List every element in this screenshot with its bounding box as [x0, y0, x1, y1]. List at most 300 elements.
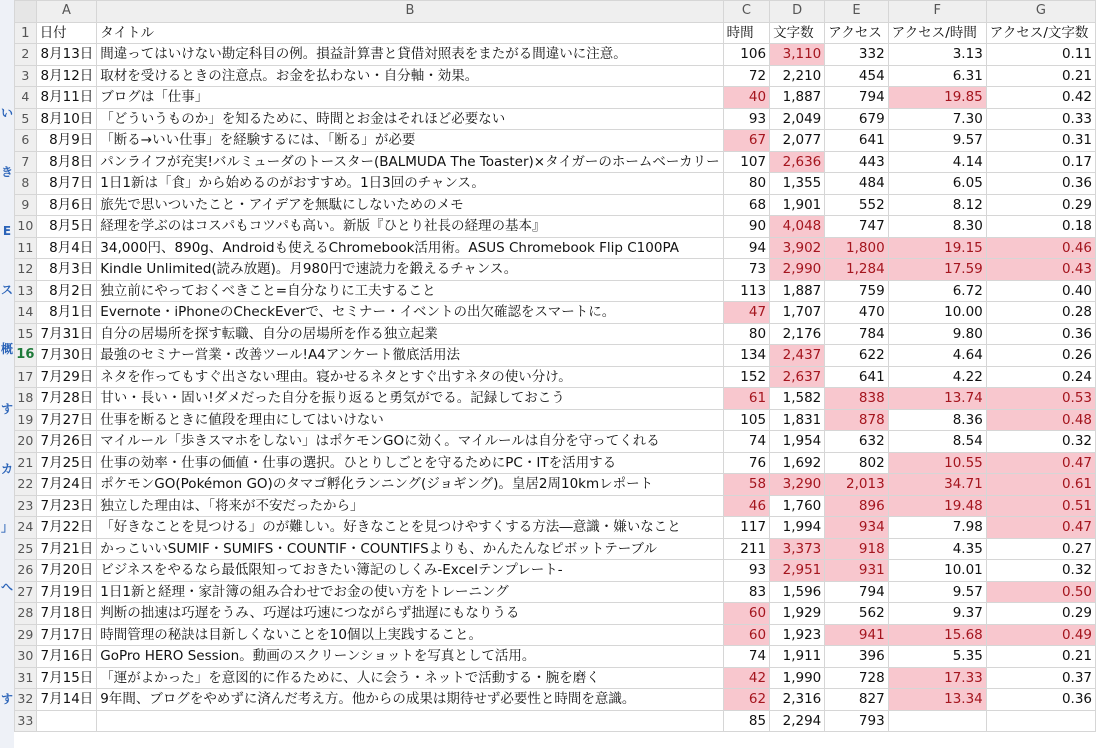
cell-c[interactable]: 80 [723, 173, 769, 195]
cell-b[interactable]: 「断る→いい仕事」を経験するには、「断る」が必要 [97, 130, 723, 152]
cell-g[interactable]: 0.18 [986, 216, 1095, 238]
cell-e[interactable]: 679 [825, 108, 888, 130]
cell-e[interactable]: 454 [825, 65, 888, 87]
cell-g[interactable]: 0.40 [986, 280, 1095, 302]
cell-d[interactable]: 2,049 [770, 108, 825, 130]
cell-d[interactable]: 2,316 [770, 689, 825, 711]
row-number[interactable]: 21 [15, 452, 37, 474]
cell-a[interactable]: 7月19日 [36, 581, 97, 603]
table-row [15, 323, 1096, 345]
cell-e[interactable]: 878 [825, 409, 888, 431]
cell-a[interactable]: 日付 [36, 22, 97, 44]
cell-c[interactable]: 60 [723, 603, 769, 625]
cell-f[interactable]: 6.05 [888, 173, 986, 195]
cell-d[interactable]: 1,954 [770, 431, 825, 453]
cell-e[interactable]: 396 [825, 646, 888, 668]
cell-g[interactable]: 0.29 [986, 603, 1095, 625]
cell-g[interactable]: 0.28 [986, 302, 1095, 324]
cell-e[interactable]: 827 [825, 689, 888, 711]
row-number[interactable]: 11 [15, 237, 37, 259]
cell-a[interactable]: 7月30日 [36, 345, 97, 367]
cell-b[interactable]: ネタを作ってもすぐ出さない理由。寝かせるネタとすぐ出すネタの使い分け。 [97, 366, 723, 388]
cell-a[interactable] [36, 710, 97, 732]
cell-b[interactable]: 旅先で思いついたこと・アイデアを無駄にしないためのメモ [97, 194, 723, 216]
cell-b[interactable]: Evernote・iPhoneのCheckEverで、セミナー・イベントの出欠確認をスマートに。 [97, 302, 723, 324]
cell-a[interactable]: 7月31日 [36, 323, 97, 345]
cell-b[interactable]: 独立した理由は、「将来が不安だったから」 [97, 495, 723, 517]
row-number[interactable]: 13 [15, 280, 37, 302]
cell-g[interactable]: 0.50 [986, 581, 1095, 603]
cell-b[interactable]: 判断の拙速は巧遅をうみ、巧遅は巧速につながらず拙遅にもなりうる [97, 603, 723, 625]
cell-g[interactable]: 0.49 [986, 624, 1095, 646]
cell-a[interactable]: 7月17日 [36, 624, 97, 646]
cell-b[interactable]: 経理を学ぶのはコスパもコツパも高い。新版『ひとり社長の経理の基本』 [97, 216, 723, 238]
cell-g[interactable]: 0.43 [986, 259, 1095, 281]
row-number[interactable]: 14 [15, 302, 37, 324]
cell-b[interactable]: 取材を受けるときの注意点。お金を払わない・自分軸・効果。 [97, 65, 723, 87]
cell-a[interactable]: 7月21日 [36, 538, 97, 560]
cell-f[interactable]: 10.01 [888, 560, 986, 582]
cell-c[interactable]: 152 [723, 366, 769, 388]
cell-d[interactable]: 1,901 [770, 194, 825, 216]
spreadsheet-grid[interactable] [14, 0, 1096, 732]
cell-f[interactable]: 4.64 [888, 345, 986, 367]
cell-d[interactable]: 1,707 [770, 302, 825, 324]
cell-c[interactable]: 106 [723, 44, 769, 66]
cell-c[interactable]: 42 [723, 667, 769, 689]
cell-f[interactable]: 13.34 [888, 689, 986, 711]
cell-c[interactable]: 107 [723, 151, 769, 173]
cell-e[interactable]: 552 [825, 194, 888, 216]
cell-c[interactable]: 76 [723, 452, 769, 474]
cell-e[interactable]: 759 [825, 280, 888, 302]
cell-c[interactable]: 62 [723, 689, 769, 711]
cell-d[interactable]: 3,290 [770, 474, 825, 496]
cell-c[interactable]: 47 [723, 302, 769, 324]
table-row [15, 495, 1096, 517]
cell-e[interactable]: 794 [825, 581, 888, 603]
side-glyph: き [0, 165, 13, 179]
cell-e[interactable]: 2,013 [825, 474, 888, 496]
cell-e[interactable]: 941 [825, 624, 888, 646]
cell-a[interactable]: 7月26日 [36, 431, 97, 453]
cell-g[interactable]: 0.36 [986, 689, 1095, 711]
cell-a[interactable]: 8月10日 [36, 108, 97, 130]
side-glyph: E [2, 224, 12, 238]
cell-c[interactable]: 73 [723, 259, 769, 281]
cell-a[interactable]: 7月28日 [36, 388, 97, 410]
cell-f[interactable]: 7.30 [888, 108, 986, 130]
cell-f[interactable]: 4.35 [888, 538, 986, 560]
cell-f[interactable]: 3.13 [888, 44, 986, 66]
cell-a[interactable]: 8月6日 [36, 194, 97, 216]
cell-a[interactable]: 8月8日 [36, 151, 97, 173]
cell-e[interactable]: 793 [825, 710, 888, 732]
cell-g[interactable]: 0.47 [986, 517, 1095, 539]
cell-f[interactable]: 4.14 [888, 151, 986, 173]
cell-b[interactable]: 1日1新と経理・家計簿の組み合わせでお金の使い方をトレーニング [97, 581, 723, 603]
cell-d[interactable]: 1,582 [770, 388, 825, 410]
cell-b[interactable]: 9年間、ブログをやめずに済んだ考え方。他からの成果は期待せず必要性と時間を意識。 [97, 689, 723, 711]
cell-g[interactable]: 0.17 [986, 151, 1095, 173]
cell-f[interactable]: 6.31 [888, 65, 986, 87]
cell-d[interactable]: 1,990 [770, 667, 825, 689]
cell-b[interactable]: 時間管理の秘訣は目新しくないことを10個以上実践すること。 [97, 624, 723, 646]
cell-a[interactable]: 8月9日 [36, 130, 97, 152]
row-number[interactable]: 26 [15, 560, 37, 582]
cell-f[interactable]: 8.12 [888, 194, 986, 216]
cell-e[interactable]: 838 [825, 388, 888, 410]
cell-c[interactable]: 211 [723, 538, 769, 560]
cell-a[interactable]: 7月16日 [36, 646, 97, 668]
cell-f[interactable]: 8.54 [888, 431, 986, 453]
cell-g[interactable]: 0.24 [986, 366, 1095, 388]
cell-a[interactable]: 7月22日 [36, 517, 97, 539]
cell-a[interactable]: 7月23日 [36, 495, 97, 517]
cell-a[interactable]: 7月15日 [36, 667, 97, 689]
table-row [15, 646, 1096, 668]
cell-c[interactable]: 105 [723, 409, 769, 431]
column-header-b[interactable]: B [97, 1, 723, 23]
cell-b[interactable]: 自分の居場所を探す転職、自分の居場所を作る独立起業 [97, 323, 723, 345]
cell-d[interactable]: 1,355 [770, 173, 825, 195]
cell-f[interactable]: アクセス/時間 [888, 22, 986, 44]
cell-d[interactable]: 1,929 [770, 603, 825, 625]
cell-d[interactable]: 2,951 [770, 560, 825, 582]
column-header-f[interactable]: F [888, 1, 986, 23]
row-number[interactable]: 19 [15, 409, 37, 431]
cell-d[interactable]: 2,636 [770, 151, 825, 173]
cell-b[interactable]: 甘い・長い・固い!ダメだった自分を振り返ると勇気がでる。記録しておこう [97, 388, 723, 410]
table-row [15, 388, 1096, 410]
side-glyph: 」 [0, 520, 13, 534]
cell-a[interactable]: 8月1日 [36, 302, 97, 324]
cell-e[interactable]: 918 [825, 538, 888, 560]
cell-b[interactable]: かっこいいSUMIF・SUMIFS・COUNTIF・COUNTIFSよりも、かんたんなピボットテーブル [97, 538, 723, 560]
cell-b[interactable]: 34,000円、890g、Androidも使えるChromebook活用術。ASUS Chromebook Flip C100PA [97, 237, 723, 259]
cell-g[interactable]: 0.51 [986, 495, 1095, 517]
table-row [15, 44, 1096, 66]
cell-c[interactable]: 117 [723, 517, 769, 539]
row-number[interactable]: 20 [15, 431, 37, 453]
cell-b[interactable]: 最強のセミナー営業・改善ツール!A4アンケート徹底活用法 [97, 345, 723, 367]
cell-f[interactable]: 9.57 [888, 581, 986, 603]
cell-d[interactable]: 3,902 [770, 237, 825, 259]
cell-e[interactable]: 641 [825, 130, 888, 152]
cell-b[interactable]: タイトル [97, 22, 723, 44]
cell-d[interactable]: 3,373 [770, 538, 825, 560]
cell-e[interactable]: 1,284 [825, 259, 888, 281]
cell-g[interactable]: 0.42 [986, 87, 1095, 109]
cell-g[interactable]: 0.32 [986, 431, 1095, 453]
cell-g[interactable]: 0.36 [986, 323, 1095, 345]
cell-a[interactable]: 7月27日 [36, 409, 97, 431]
row-number[interactable]: 6 [15, 130, 37, 152]
cell-e[interactable]: 896 [825, 495, 888, 517]
cell-f[interactable]: 10.00 [888, 302, 986, 324]
cell-b[interactable]: 独立前にやっておくべきこと=自分なりに工夫すること [97, 280, 723, 302]
cell-d[interactable]: 1,911 [770, 646, 825, 668]
cell-g[interactable]: 0.27 [986, 538, 1095, 560]
cell-a[interactable]: 8月7日 [36, 173, 97, 195]
cell-e[interactable]: 728 [825, 667, 888, 689]
cell-b[interactable]: GoPro HERO Session。動画のスクリーンショットを写真として活用。 [97, 646, 723, 668]
cell-f[interactable]: 7.98 [888, 517, 986, 539]
cell-d[interactable]: 文字数 [770, 22, 825, 44]
cell-a[interactable]: 8月3日 [36, 259, 97, 281]
cell-e[interactable]: 332 [825, 44, 888, 66]
cell-e[interactable]: 1,800 [825, 237, 888, 259]
cell-f[interactable]: 4.22 [888, 366, 986, 388]
table-row [15, 517, 1096, 539]
row-number[interactable]: 18 [15, 388, 37, 410]
cell-a[interactable]: 8月5日 [36, 216, 97, 238]
cell-g[interactable]: 0.32 [986, 560, 1095, 582]
table-row [15, 603, 1096, 625]
cell-c[interactable]: 72 [723, 65, 769, 87]
cell-g[interactable] [986, 710, 1095, 732]
select-all-corner[interactable] [15, 1, 37, 23]
row-number[interactable]: 23 [15, 495, 37, 517]
row-number[interactable]: 2 [15, 44, 37, 66]
row-number[interactable]: 29 [15, 624, 37, 646]
cell-c[interactable]: 時間 [723, 22, 769, 44]
side-glyph: 概 [0, 342, 13, 356]
cell-f[interactable]: 19.48 [888, 495, 986, 517]
row-number[interactable]: 27 [15, 581, 37, 603]
table-row [15, 366, 1096, 388]
cell-f[interactable]: 8.36 [888, 409, 986, 431]
cell-d[interactable]: 1,831 [770, 409, 825, 431]
column-header-c[interactable]: C [723, 1, 769, 23]
row-number[interactable]: 31 [15, 667, 37, 689]
cell-d[interactable]: 1,596 [770, 581, 825, 603]
table-row [15, 151, 1096, 173]
cell-f[interactable]: 13.74 [888, 388, 986, 410]
table-row [15, 667, 1096, 689]
cell-g[interactable]: アクセス/文字数 [986, 22, 1095, 44]
cell-b[interactable]: 間違ってはいけない勘定科目の例。損益計算書と貸借対照表をまたがる間違いに注意。 [97, 44, 723, 66]
cell-c[interactable]: 68 [723, 194, 769, 216]
cell-b[interactable] [97, 710, 723, 732]
cell-c[interactable]: 67 [723, 130, 769, 152]
cell-e[interactable]: 470 [825, 302, 888, 324]
cell-d[interactable]: 1,887 [770, 280, 825, 302]
cell-c[interactable]: 134 [723, 345, 769, 367]
cell-a[interactable]: 7月25日 [36, 452, 97, 474]
cell-e[interactable]: アクセス [825, 22, 888, 44]
table-row [15, 302, 1096, 324]
row-number[interactable]: 7 [15, 151, 37, 173]
cell-d[interactable]: 2,437 [770, 345, 825, 367]
table-row [15, 624, 1096, 646]
table-row [15, 65, 1096, 87]
column-header-e[interactable]: E [825, 1, 888, 23]
cell-e[interactable]: 784 [825, 323, 888, 345]
cell-e[interactable]: 934 [825, 517, 888, 539]
cell-f[interactable]: 6.72 [888, 280, 986, 302]
cell-g[interactable]: 0.46 [986, 237, 1095, 259]
column-header-g[interactable]: G [986, 1, 1095, 23]
cell-e[interactable]: 622 [825, 345, 888, 367]
cell-b[interactable]: 1日1新は「食」から始めるのがおすすめ。1日3回のチャンス。 [97, 173, 723, 195]
cell-d[interactable]: 1,887 [770, 87, 825, 109]
cell-g[interactable]: 0.21 [986, 65, 1095, 87]
row-number[interactable]: 17 [15, 366, 37, 388]
cell-c[interactable]: 93 [723, 108, 769, 130]
cell-c[interactable]: 113 [723, 280, 769, 302]
row-number[interactable]: 1 [15, 22, 37, 44]
cell-f[interactable]: 15.68 [888, 624, 986, 646]
row-number[interactable]: 28 [15, 603, 37, 625]
row-number[interactable]: 33 [15, 710, 37, 732]
row-number[interactable]: 12 [15, 259, 37, 281]
cell-e[interactable]: 484 [825, 173, 888, 195]
cell-d[interactable]: 3,110 [770, 44, 825, 66]
cell-c[interactable]: 46 [723, 495, 769, 517]
cell-c[interactable]: 74 [723, 431, 769, 453]
table-row [15, 87, 1096, 109]
cell-c[interactable]: 61 [723, 388, 769, 410]
cell-f[interactable]: 5.35 [888, 646, 986, 668]
row-number[interactable]: 32 [15, 689, 37, 711]
cell-f[interactable]: 8.30 [888, 216, 986, 238]
cell-b[interactable]: 仕事を断るときに値段を理由にしてはいけない [97, 409, 723, 431]
cell-d[interactable]: 2,176 [770, 323, 825, 345]
cell-c[interactable]: 90 [723, 216, 769, 238]
cell-c[interactable]: 83 [723, 581, 769, 603]
cell-f[interactable]: 17.33 [888, 667, 986, 689]
cell-a[interactable]: 7月24日 [36, 474, 97, 496]
cell-f[interactable]: 17.59 [888, 259, 986, 281]
cell-f[interactable]: 19.85 [888, 87, 986, 109]
side-glyph: へ [0, 580, 13, 594]
cell-a[interactable]: 8月2日 [36, 280, 97, 302]
table-row [15, 345, 1096, 367]
cell-g[interactable]: 0.31 [986, 130, 1095, 152]
cell-d[interactable]: 4,048 [770, 216, 825, 238]
row-number[interactable]: 15 [15, 323, 37, 345]
cell-d[interactable]: 2,210 [770, 65, 825, 87]
row-number[interactable]: 30 [15, 646, 37, 668]
cell-a[interactable]: 8月13日 [36, 44, 97, 66]
row-number[interactable]: 3 [15, 65, 37, 87]
cell-a[interactable]: 8月4日 [36, 237, 97, 259]
cell-b[interactable]: ブログは「仕事」 [97, 87, 723, 109]
cell-e[interactable]: 641 [825, 366, 888, 388]
cell-b[interactable]: Kindle Unlimited(読み放題)。月980円で速読力を鍛えるチャンス。 [97, 259, 723, 281]
table-row [15, 280, 1096, 302]
cell-c[interactable]: 40 [723, 87, 769, 109]
cell-e[interactable]: 747 [825, 216, 888, 238]
table-row [15, 259, 1096, 281]
cell-f[interactable]: 19.15 [888, 237, 986, 259]
column-header-d[interactable]: D [770, 1, 825, 23]
cell-b[interactable]: マイルール「歩きスマホをしない」はポケモンGOに効く。マイルールは自分を守ってくれる [97, 431, 723, 453]
table-row [15, 560, 1096, 582]
cell-g[interactable]: 0.48 [986, 409, 1095, 431]
cell-b[interactable]: ビジネスをやるなら最低限知っておきたい簿記のしくみ-Excelテンプレート- [97, 560, 723, 582]
row-number[interactable]: 8 [15, 173, 37, 195]
row-number[interactable]: 16 [15, 345, 37, 367]
cell-c[interactable]: 58 [723, 474, 769, 496]
row-number[interactable]: 10 [15, 216, 37, 238]
cell-e[interactable]: 802 [825, 452, 888, 474]
cell-c[interactable]: 60 [723, 624, 769, 646]
cell-b[interactable]: 「好きなことを見つける」のが難しい。好きなことを見つけやすくする方法―意識・嫌いなこと [97, 517, 723, 539]
cell-g[interactable]: 0.33 [986, 108, 1095, 130]
cell-d[interactable]: 1,692 [770, 452, 825, 474]
row-number[interactable]: 4 [15, 87, 37, 109]
cell-d[interactable]: 1,994 [770, 517, 825, 539]
cell-e[interactable]: 443 [825, 151, 888, 173]
column-header-a[interactable]: A [36, 1, 97, 23]
cell-b[interactable]: 仕事の効率・仕事の価値・仕事の選択。ひとりしごとを守るためにPC・ITを活用する [97, 452, 723, 474]
cell-e[interactable]: 794 [825, 87, 888, 109]
row-number[interactable]: 5 [15, 108, 37, 130]
side-glyph: す [0, 692, 13, 706]
cell-g[interactable]: 0.11 [986, 44, 1095, 66]
cell-b[interactable]: パンライフが充実!バルミューダのトースター(BALMUDA The Toaster)×タイガーのホームベーカリー [97, 151, 723, 173]
row-number[interactable]: 25 [15, 538, 37, 560]
cell-f[interactable]: 34.71 [888, 474, 986, 496]
cell-b[interactable]: 「運がよかった」を意図的に作るために、人に会う・ネットで活動する・腕を磨く [97, 667, 723, 689]
cell-e[interactable]: 562 [825, 603, 888, 625]
cell-c[interactable]: 74 [723, 646, 769, 668]
cell-d[interactable]: 2,990 [770, 259, 825, 281]
cell-g[interactable]: 0.53 [986, 388, 1095, 410]
cell-c[interactable]: 85 [723, 710, 769, 732]
cell-a[interactable]: 8月12日 [36, 65, 97, 87]
cell-d[interactable]: 1,760 [770, 495, 825, 517]
table-row [15, 108, 1096, 130]
table-row [15, 194, 1096, 216]
cell-g[interactable]: 0.29 [986, 194, 1095, 216]
cell-e[interactable]: 632 [825, 431, 888, 453]
cell-d[interactable]: 2,294 [770, 710, 825, 732]
table-row [15, 409, 1096, 431]
cell-f[interactable]: 10.55 [888, 452, 986, 474]
cell-c[interactable]: 94 [723, 237, 769, 259]
cell-d[interactable]: 1,923 [770, 624, 825, 646]
row-number[interactable]: 9 [15, 194, 37, 216]
cell-g[interactable]: 0.61 [986, 474, 1095, 496]
cell-a[interactable]: 7月20日 [36, 560, 97, 582]
cell-d[interactable]: 2,077 [770, 130, 825, 152]
cell-b[interactable]: ポケモンGO(Pokémon GO)のタマゴ孵化ランニング(ジョギング)。皇居2周10kmレポート [97, 474, 723, 496]
cell-a[interactable]: 8月11日 [36, 87, 97, 109]
cell-e[interactable]: 931 [825, 560, 888, 582]
cell-c[interactable]: 80 [723, 323, 769, 345]
cell-g[interactable]: 0.47 [986, 452, 1095, 474]
cell-b[interactable]: 「どういうものか」を知るために、時間とお金はそれほど必要ない [97, 108, 723, 130]
cell-a[interactable]: 7月29日 [36, 366, 97, 388]
cell-d[interactable]: 2,637 [770, 366, 825, 388]
row-number[interactable]: 24 [15, 517, 37, 539]
cell-g[interactable]: 0.37 [986, 667, 1095, 689]
cell-f[interactable]: 9.37 [888, 603, 986, 625]
cell-f[interactable]: 9.57 [888, 130, 986, 152]
cell-f[interactable] [888, 710, 986, 732]
row-number[interactable]: 22 [15, 474, 37, 496]
cell-g[interactable]: 0.21 [986, 646, 1095, 668]
cell-g[interactable]: 0.26 [986, 345, 1095, 367]
cell-a[interactable]: 7月14日 [36, 689, 97, 711]
cell-f[interactable]: 9.80 [888, 323, 986, 345]
cell-c[interactable]: 93 [723, 560, 769, 582]
cell-a[interactable]: 7月18日 [36, 603, 97, 625]
cell-g[interactable]: 0.36 [986, 173, 1095, 195]
